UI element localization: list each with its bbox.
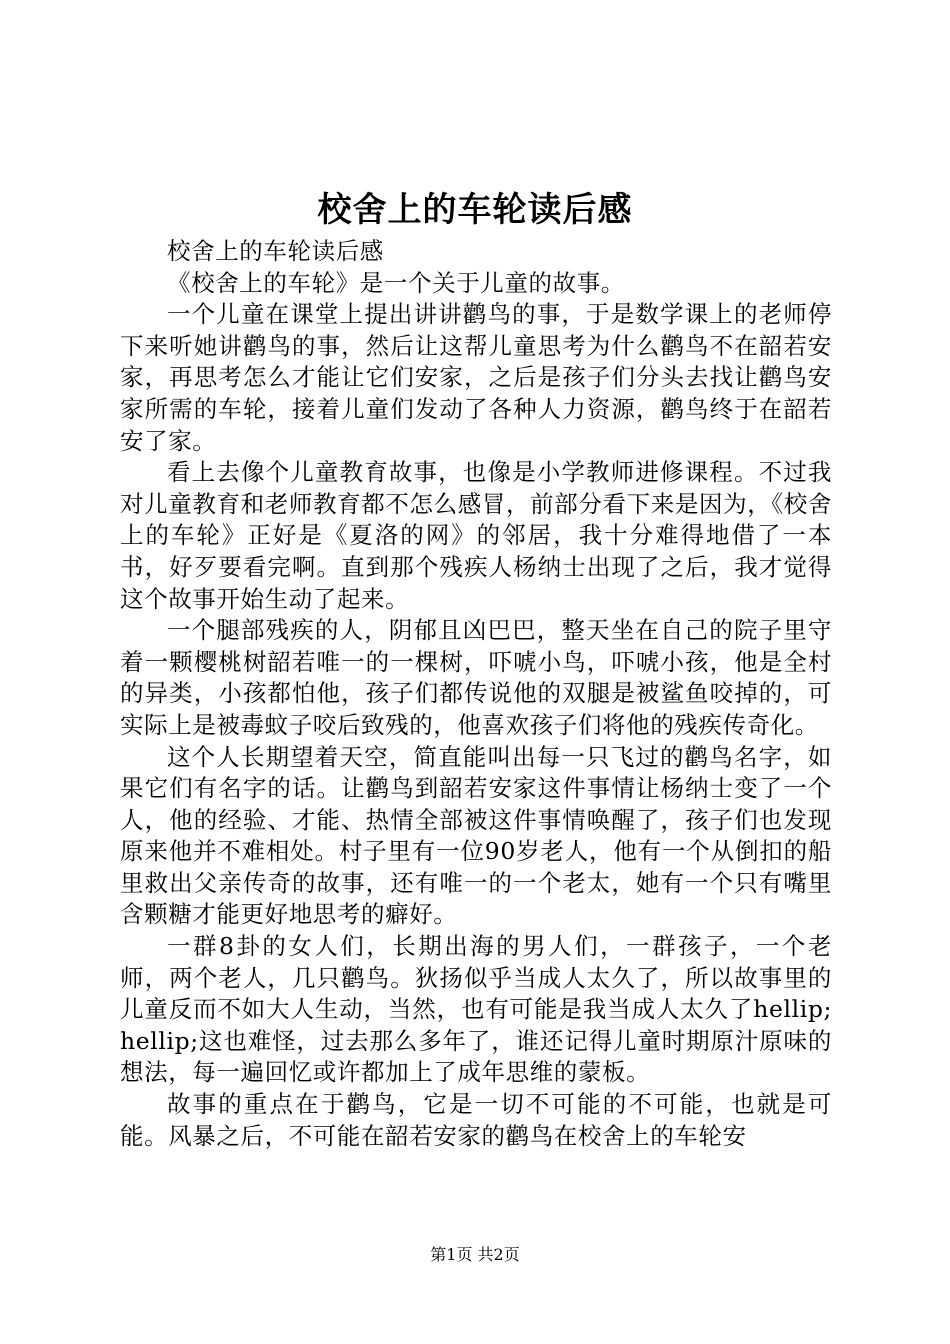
document-title: 校舍上的车轮读后感 [317,190,633,230]
paragraph: 这个人长期望着天空，简直能叫出每一只飞过的鹳鸟名字，如果它们有名字的话。让鹳鸟到韶若安家这件事情让杨纳士变了一个人，他的经验、才能、热情全部被这件事情唤醒了，孩子们也发现原来他并不难相处。村子里有一位90岁老人，他有一个从倒扣的船里救出父亲传奇的故事，还有唯一的一个老太，她有一个只有嘴里含颗糖才能更好地思考的癖好。 [120,742,832,929]
paragraph: 故事的重点在于鹳鸟，它是一切不可能的不可能，也就是可能。风暴之后，不可能在韶若安家的鹳鸟在校舍上的车轮安 [120,1090,832,1150]
paragraph: 看上去像个儿童教育故事，也像是小学教师进修课程。不过我对儿童教育和老师教育都不怎么感冒，前部分看下来是因为，《校舍上的车轮》正好是《夏洛的网》的邻居，我十分难得地借了一本书，好歹要看完啊。直到那个残疾人杨纳士出现了之后，我才觉得这个故事开始生动了起来。 [120,458,832,613]
page-number-footer: 第1页 共2页 [430,1245,520,1264]
paragraph-subtitle: 校舍上的车轮读后感 [167,237,384,265]
paragraph: 一群8卦的女人们，长期出海的男人们，一群孩子，一个老师，两个老人，几只鹳鸟。狄扬似乎当成人太久了，所以故事里的儿童反而不如大人生动，当然，也有可能是我当成人太久了hellip;hellip;这也难怪，过去那么多年了，谁还记得儿童时期原汁原味的想法，每一遍回忆或许都加上了成年思维的蒙板。 [120,932,832,1087]
paragraph: 一个腿部残疾的人，阴郁且凶巴巴，整天坐在自己的院子里守着一颗樱桃树韶若唯一的一棵树，吓唬小鸟，吓唬小孩，他是全村的异类，小孩都怕他，孩子们都传说他的双腿是被鲨鱼咬掉的，可实际上是被毒蚊子咬后致残的，他喜欢孩子们将他的残疾传奇化。 [120,616,832,739]
paragraph: 一个儿童在课堂上提出讲讲鹳鸟的事，于是数学课上的老师停下来听她讲鹳鸟的事，然后让这帮儿童思考为什么鹳鸟不在韶若安家，再思考怎么才能让它们安家，之后是孩子们分头去找让鹳鸟安家所需的车轮，接着儿童们发动了各种人力资源，鹳鸟终于在韶若安了家。 [120,300,832,455]
document-body [120,236,832,1152]
paragraph-intro: 《校舍上的车轮》是一个关于儿童的故事。 [167,268,625,297]
